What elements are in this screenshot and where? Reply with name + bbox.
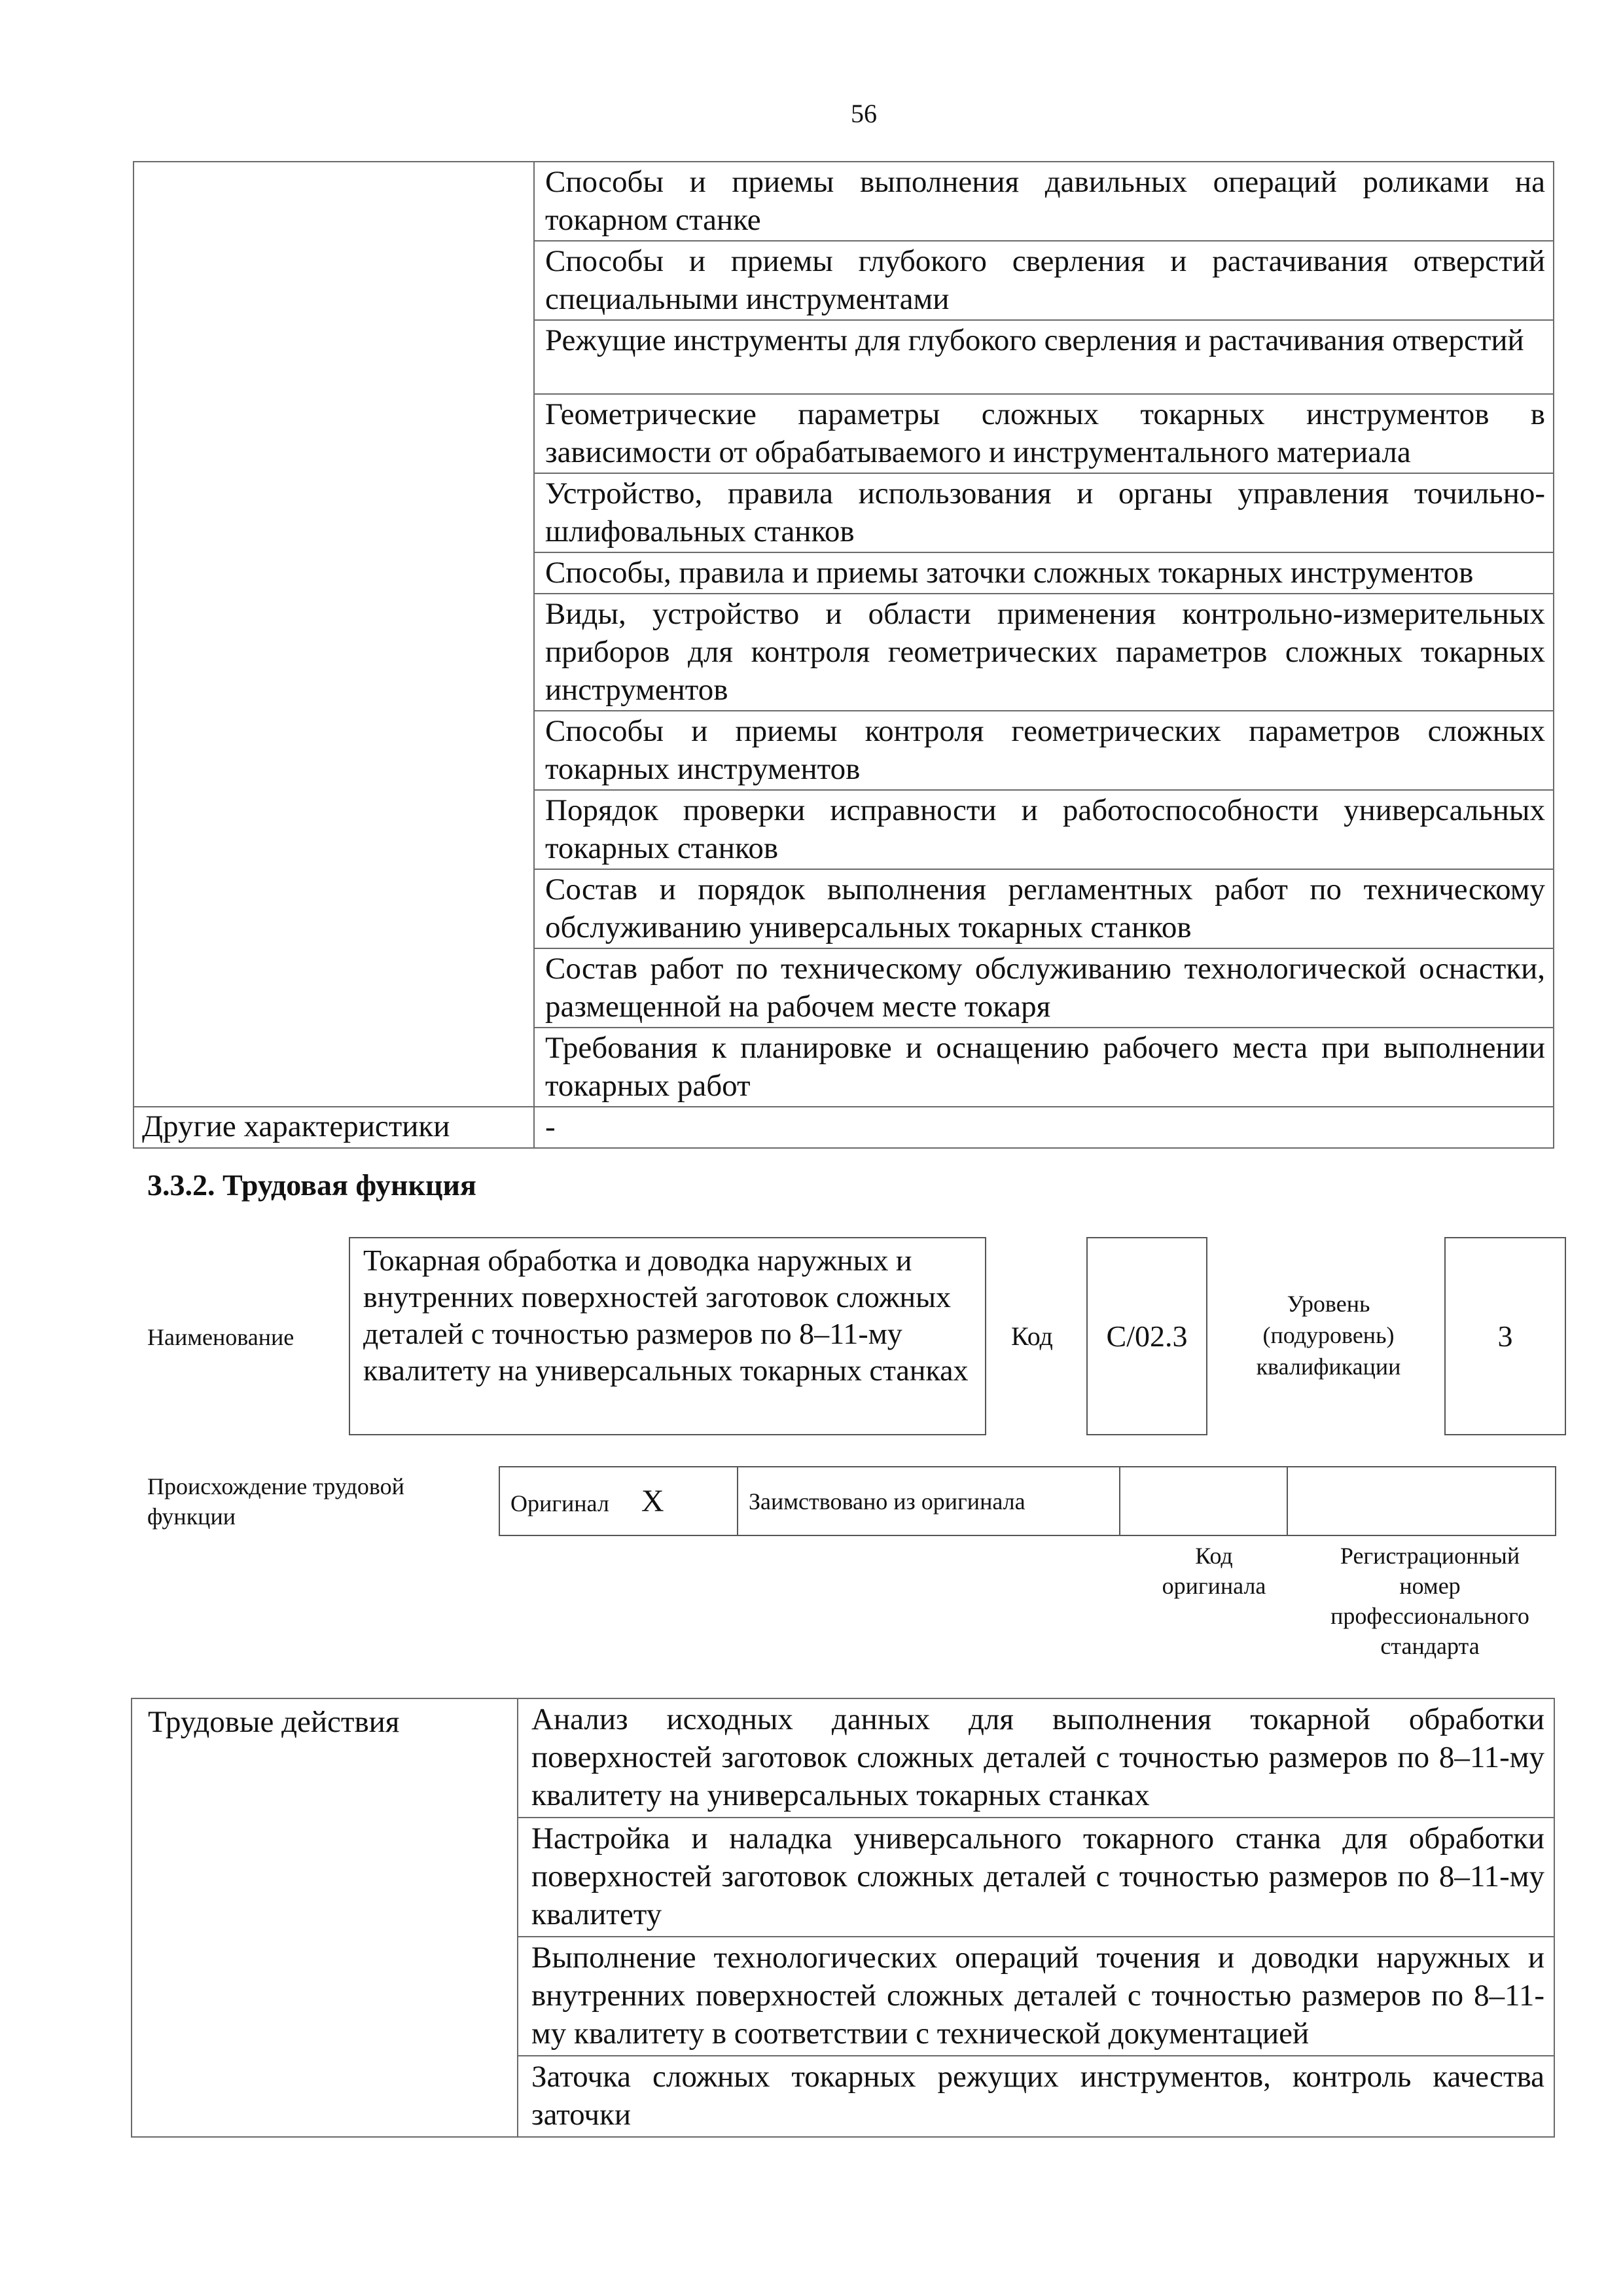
table-row [132, 1698, 1554, 1818]
level-value: 3 [1497, 1319, 1513, 1353]
knowledge-item: Способы и приемы выполнения давильных операций роликами на токарном станке [534, 162, 1554, 241]
caption-line: Регистрационный [1340, 1543, 1520, 1569]
caption-line: стандарта [1380, 1633, 1480, 1659]
caption-line: оригинала [1162, 1573, 1266, 1599]
knowledge-item: Состав и порядок выполнения регламентных работ по техническому обслуживанию универсальных токарных станков [534, 869, 1554, 948]
origin-borrowed-cell: Заимствовано из оригинала [738, 1467, 1120, 1535]
origin-reg-number-cell [1287, 1467, 1556, 1535]
caption-line: Код [1195, 1543, 1233, 1569]
origin-table [499, 1466, 1556, 1536]
function-name-box: Токарная обработка и доводка наружных и внутренних поверхностей заготовок сложных деталей с точностью размеров по 8–11-му квалитету на универсальных токарных станках [349, 1237, 986, 1435]
code-label: Код [1011, 1321, 1053, 1351]
table-row [499, 1467, 1556, 1535]
other-characteristics-label: Другие характеристики [134, 1107, 534, 1148]
labor-action-item: Заточка сложных токарных режущих инструментов, контроль качества заточки [518, 2056, 1554, 2137]
section-title: 3.3.2. Трудовая функция [147, 1168, 476, 1202]
level-label-line: квалификации [1256, 1354, 1401, 1380]
table-row [134, 162, 1554, 241]
knowledge-item: Геометрические параметры сложных токарных инструментов в зависимости от обрабатываемого и инструментального материала [534, 394, 1554, 473]
level-label-line: (подуровень) [1262, 1322, 1395, 1348]
name-label: Наименование [147, 1324, 294, 1350]
level-box [1444, 1237, 1566, 1435]
origin-label-line: функции [147, 1503, 236, 1530]
knowledge-item: Устройство, правила использования и органы управления точильно-шлифовальных станков [534, 473, 1554, 552]
original-code-caption [1135, 1541, 1293, 1601]
origin-original-label: Оригинал [510, 1490, 609, 1516]
origin-label-line: Происхождение трудовой [147, 1473, 404, 1499]
knowledge-item: Виды, устройство и области применения контрольно-измерительных приборов для контроля геометрических параметров сложных токарных инструментов [534, 594, 1554, 711]
caption-line: профессионального [1330, 1603, 1529, 1629]
function-code-box [1086, 1237, 1207, 1435]
function-code-value: C/02.3 [1106, 1319, 1188, 1353]
caption-line: номер [1399, 1573, 1461, 1599]
labor-actions-table [131, 1698, 1555, 2138]
knowledge-item: Требования к планировке и оснащению рабочего места при выполнении токарных работ [534, 1028, 1554, 1107]
table-row [134, 1107, 1554, 1148]
origin-label [147, 1471, 404, 1532]
knowledge-item: Способы, правила и приемы заточки сложных токарных инструментов [534, 552, 1554, 594]
level-label [1230, 1288, 1427, 1382]
knowledge-label-cell [134, 162, 534, 1107]
labor-action-item: Настройка и наладка универсального токарного станка для обработки поверхностей заготовок сложных деталей с точностью размеров по 8–11-му квалитету [518, 1818, 1554, 1937]
page-number: 56 [851, 99, 877, 128]
origin-code-cell [1120, 1467, 1287, 1535]
knowledge-item: Способы и приемы контроля геометрических параметров сложных токарных инструментов [534, 711, 1554, 790]
knowledge-item: Порядок проверки исправности и работоспособности универсальных токарных станков [534, 790, 1554, 869]
level-label-line: Уровень [1287, 1291, 1370, 1317]
reg-number-caption [1299, 1541, 1561, 1661]
origin-original-mark: X [641, 1484, 664, 1518]
labor-action-item: Анализ исходных данных для выполнения токарной обработки поверхностей заготовок сложных деталей с точностью размеров по 8–11-му квалитету на универсальных токарных станках [518, 1698, 1554, 1818]
labor-action-item: Выполнение технологических операций точения и доводки наружных и внутренних поверхностей сложных деталей с точностью размеров по 8–11-му квалитету в соответствии с технической документацией [518, 1937, 1554, 2056]
knowledge-item: Состав работ по техническому обслуживанию технологической оснастки, размещенной на рабочем месте токаря [534, 948, 1554, 1028]
labor-actions-label: Трудовые действия [132, 1698, 518, 2137]
knowledge-item: Режущие инструменты для глубокого сверления и растачивания отверстий [534, 320, 1554, 394]
origin-original-cell [499, 1467, 738, 1535]
knowledge-table [133, 161, 1554, 1149]
knowledge-item: Способы и приемы глубокого сверления и растачивания отверстий специальными инструментами [534, 241, 1554, 320]
other-characteristics-value: - [534, 1107, 1554, 1148]
